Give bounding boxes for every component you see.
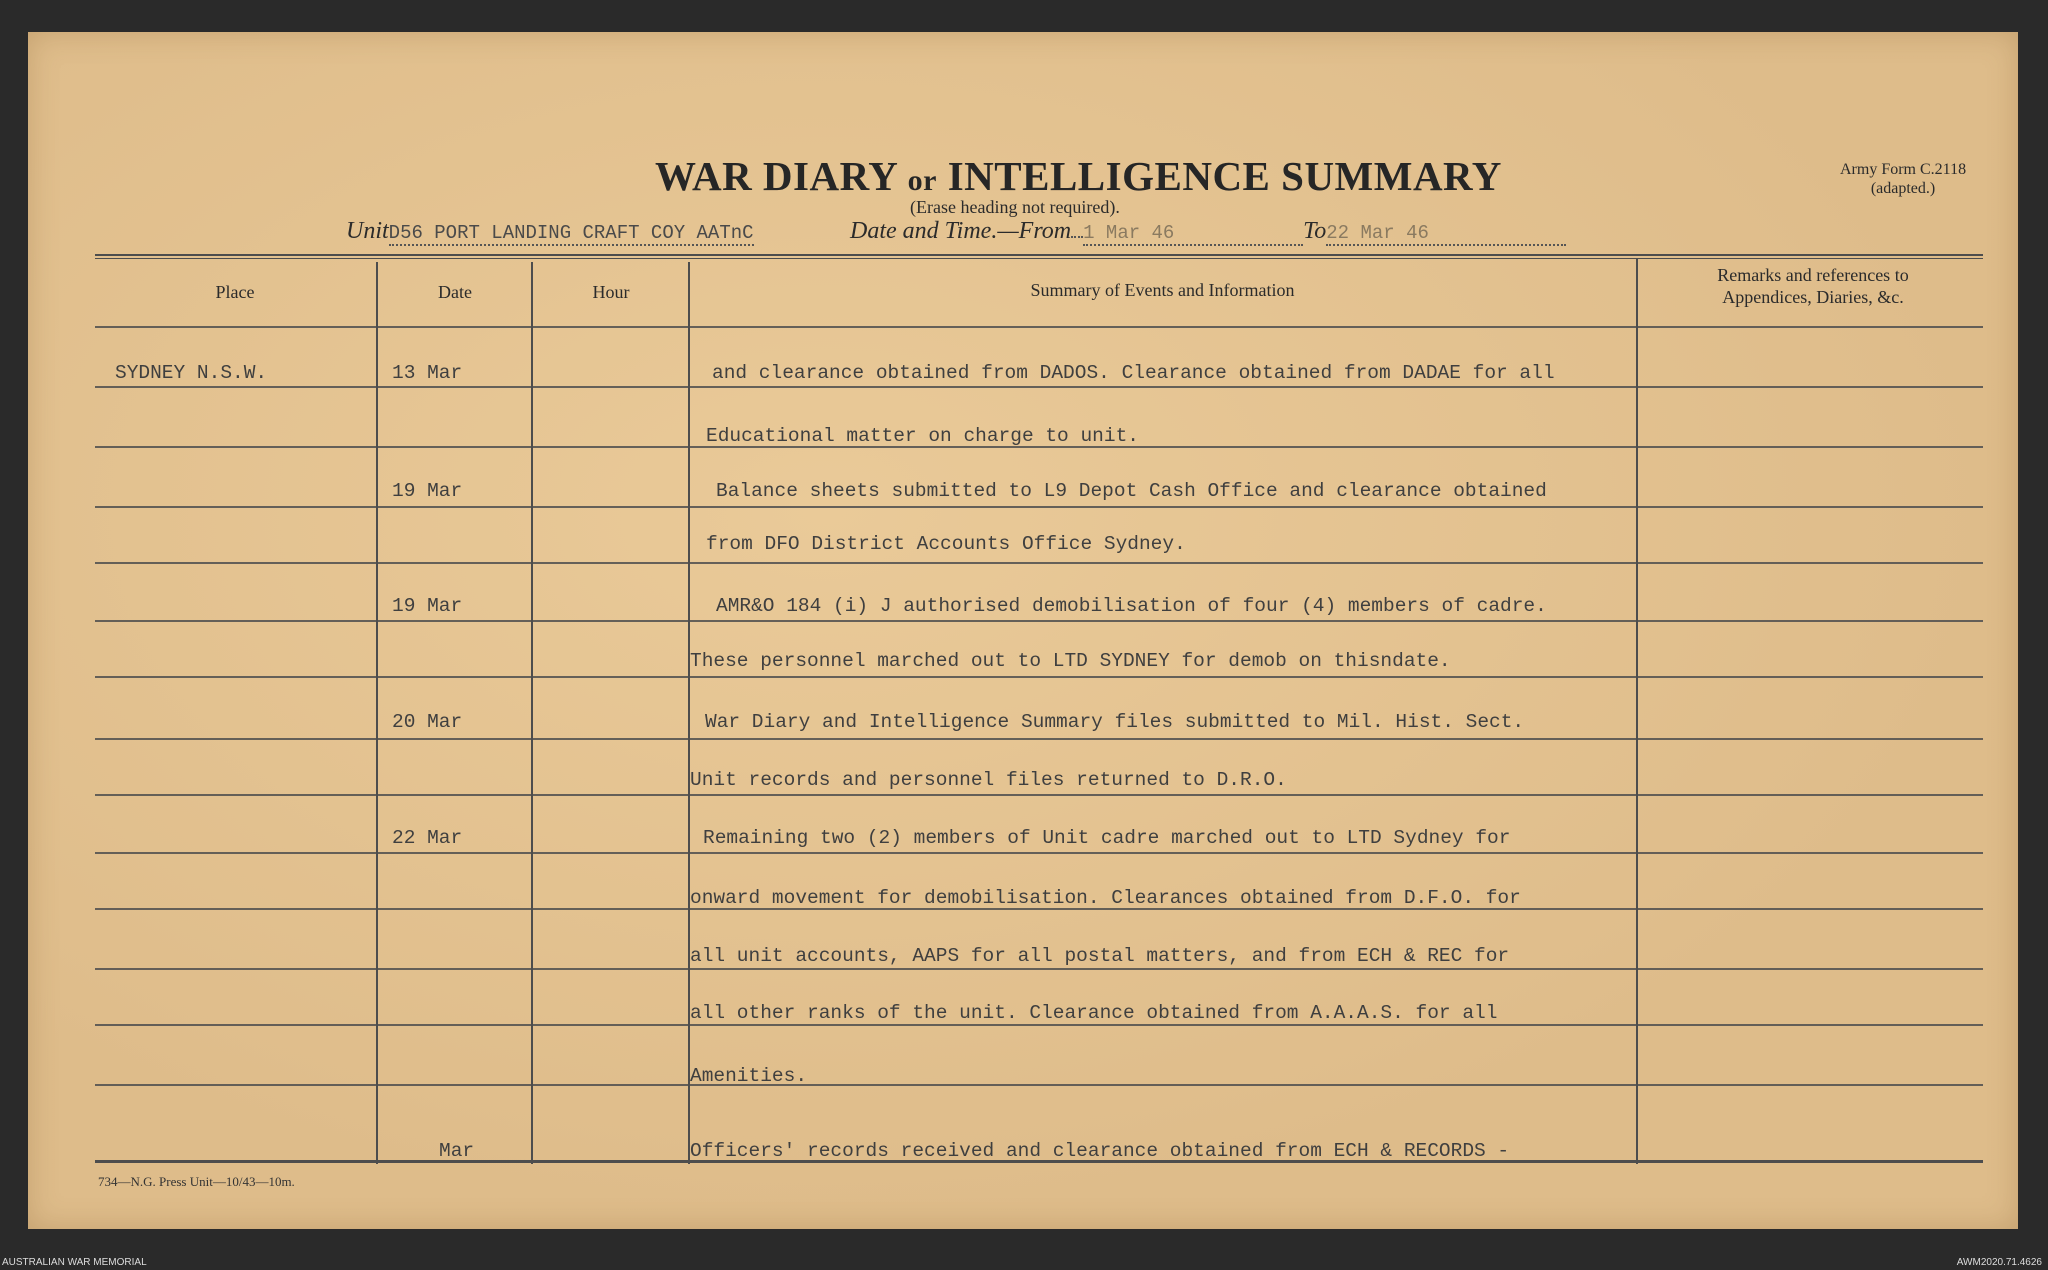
archive-caption-right: AWM2020.71.4626 [1956,1257,2042,1268]
column-header-hour: Hour [592,282,630,302]
entry-text: Educational matter on charge to unit. [706,425,1139,447]
entry-place: SYDNEY N.S.W. [115,362,268,384]
entry-text: AMR&O 184 (i) J authorised demobilisation of four (4) members of cadre. [716,595,1547,617]
row-rule [95,852,1983,854]
form-subtitle: (Erase heading not required). [910,197,1120,217]
entry-text: and clearance obtained from DADOS. Clearance obtained from DADAE for all [712,362,1555,384]
entry-date: 22 Mar [392,827,463,849]
entry-text: War Diary and Intelligence Summary files submitted to Mil. Hist. Sect. [705,711,1525,733]
entry-text: onward movement for demobilisation. Clearances obtained from D.F.O. for [690,887,1521,909]
archive-caption-left: AUSTRALIAN WAR MEMORIAL [2,1257,147,1268]
col-divider-date [376,262,378,1164]
entry-text: Remaining two (2) members of Unit cadre marched out to LTD Sydney for [703,827,1511,849]
entry-text: all other ranks of the unit. Clearance obtained from A.A.A.S. for all [690,1002,1498,1024]
column-header-remarks [1638,264,1988,308]
table-top-rule [95,254,1983,256]
row-rule [95,620,1983,622]
row-rule [95,676,1983,678]
unit-label: Unit [346,218,389,244]
row-rule [95,386,1983,388]
row-rule [95,794,1983,796]
entry-date: 20 Mar [392,711,463,733]
entry-date: Mar [439,1140,475,1162]
row-rule [95,1024,1983,1026]
row-rule [95,738,1983,740]
col-divider-hour [531,262,533,1164]
table-top-rule-2 [95,258,1983,259]
entry-text: Officers' records received and clearance obtained from ECH & RECORDS - [690,1140,1510,1162]
row-rule [95,326,1983,328]
title-part1: WAR DIARY [655,153,897,199]
title-or: or [907,164,937,197]
army-form-line2: (adapted.) [1870,180,1936,197]
title-part2: INTELLIGENCE SUMMARY [947,153,1502,199]
date-from: 1 Mar 46 [1083,222,1303,246]
form-footer-code: 734—N.G. Press Unit—10/43—10m. [98,1174,295,1189]
column-header-date: Date [438,282,472,302]
entry-date: 19 Mar [392,595,463,617]
form-title [655,152,1502,200]
col-divider-remarks [1636,258,1638,1164]
row-rule [95,562,1983,564]
entry-text: from DFO District Accounts Office Sydney. [706,533,1186,555]
to-label: To [1303,218,1327,244]
army-form-number [1840,160,1966,198]
date-label: Date and Time.—From [850,218,1072,244]
entry-date: 13 Mar [392,362,463,384]
entry-text: These personnel marched out to LTD SYDNEY for demob on thisndate. [690,650,1451,672]
entry-date: 19 Mar [392,480,463,502]
remarks-line1: Remarks and references to [1717,265,1909,285]
row-rule [95,506,1983,508]
army-form-line1: Army Form C.2118 [1840,161,1967,178]
date-to: 22 Mar 46 [1326,222,1566,246]
remarks-line2: Appendices, Diaries, &c. [1722,287,1904,307]
date-line [850,218,1566,246]
entry-text: all unit accounts, AAPS for all postal matters, and from ECH & REC for [690,945,1510,967]
row-rule [95,1084,1983,1086]
row-rule [95,968,1983,970]
unit-line [346,218,754,246]
entry-text: Amenities. [690,1065,808,1087]
col-divider-summary [688,262,690,1164]
entry-text: Unit records and personnel files returned to D.R.O. [690,769,1287,791]
entry-text: Balance sheets submitted to L9 Depot Cash Office and clearance obtained [716,480,1547,502]
column-header-place: Place [215,282,255,302]
column-header-summary: Summary of Events and Information [1030,280,1295,300]
unit-value: D56 PORT LANDING CRAFT COY AATnC [388,222,754,244]
